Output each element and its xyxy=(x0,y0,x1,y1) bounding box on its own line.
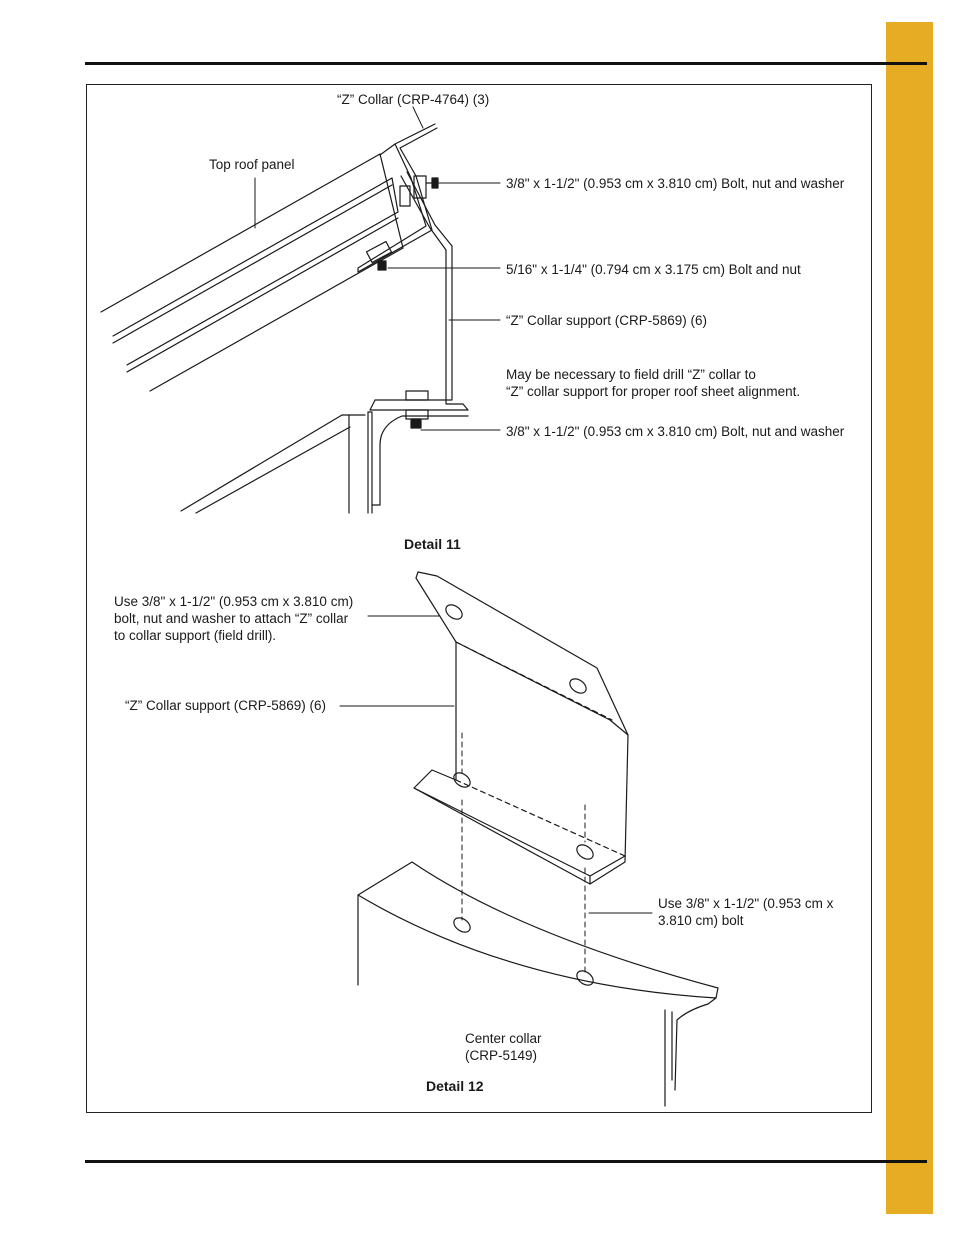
field-drill-note-line2: “Z” collar support for proper roof sheet alignment. xyxy=(506,384,801,399)
z-collar-support-label: “Z” Collar support (CRP-5869) (6) xyxy=(506,313,708,328)
field-drill-note-line1: May be necessary to field drill “Z” collar to xyxy=(506,367,756,382)
bolt-top-label: 3/8" x 1-1/2" (0.953 cm x 3.810 cm) Bolt, nut and washer xyxy=(506,176,845,191)
bolt-bottom-label: 3/8" x 1-1/2" (0.953 cm x 3.810 cm) Bolt, nut and washer xyxy=(506,424,845,439)
detail-11-title: Detail 11 xyxy=(404,536,461,552)
center-collar-label-line1: Center collar xyxy=(465,1031,542,1046)
bolt-mid-label: 5/16" x 1-1/4" (0.794 cm x 3.175 cm) Bolt and nut xyxy=(506,262,801,277)
use-bolt-note-line3: to collar support (field drill). xyxy=(114,628,277,643)
bolt-label-12-line1: Use 3/8" x 1-1/2" (0.953 cm x xyxy=(658,896,834,911)
top-roof-panel-label: Top roof panel xyxy=(209,157,295,172)
bolt-label-12-line2: 3.810 cm) bolt xyxy=(658,913,744,928)
wall-lower-detail11 xyxy=(181,412,468,513)
z-collar-support-label-12: “Z” Collar support (CRP-5869) (6) xyxy=(125,698,327,713)
z-collar-support-3d xyxy=(414,572,628,884)
z-collar-support-part xyxy=(370,172,468,410)
z-collar-label: “Z” Collar (CRP-4764) (3) xyxy=(337,92,490,107)
use-bolt-note-line1: Use 3/8" x 1-1/2" (0.953 cm x 3.810 cm) xyxy=(114,594,354,609)
alignment-dashes xyxy=(462,733,585,975)
detail-12-title: Detail 12 xyxy=(426,1078,484,1094)
use-bolt-note-line2: bolt, nut and washer to attach “Z” collar xyxy=(114,611,349,626)
leaders-detail12 xyxy=(340,616,652,913)
center-collar-label-line2: (CRP-5149) xyxy=(465,1048,538,1063)
